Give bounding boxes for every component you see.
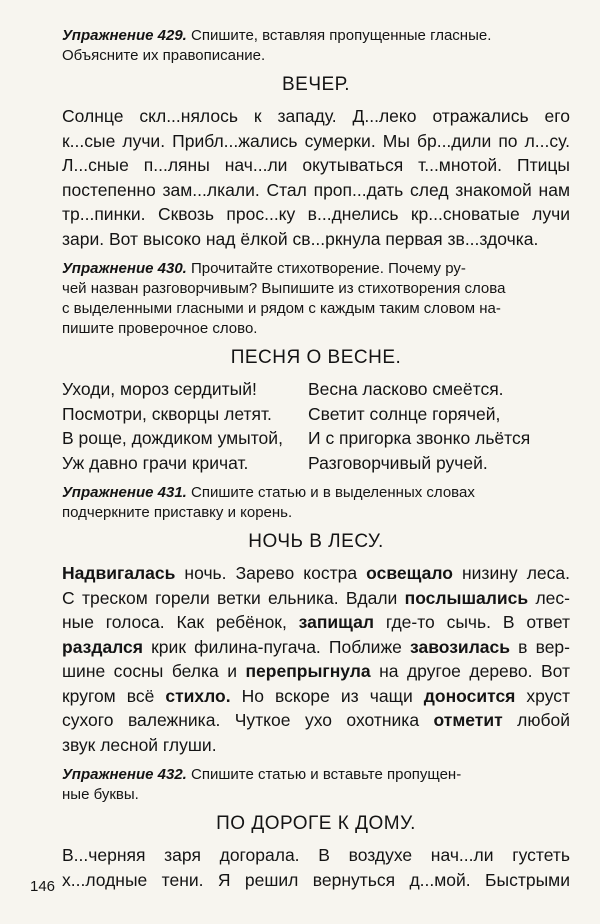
highlighted-word: доносится xyxy=(423,685,516,706)
exercise-text: Спишите, вставляя пропущенные гласные. Объясните их правописание. xyxy=(62,27,492,64)
exercise-label: Упражнение 429. xyxy=(62,27,187,44)
exercise-label: Упражнение 430. xyxy=(62,260,187,277)
text-line: постепенно зам...лкали. Стал проп...дать след знакомой нам xyxy=(62,179,570,200)
poem-line: Светит солнце горячей, xyxy=(308,403,501,424)
vecher-title: ВЕЧЕР. xyxy=(281,74,351,95)
poem-line: Посмотри, скворцы летят. xyxy=(62,403,272,424)
text-line: Л...сные п...ляны нач...ли окутываться т...мнотой. Птицы xyxy=(62,155,570,175)
noch-text xyxy=(62,561,570,757)
poem-line: Разговорчивый ручей. xyxy=(308,452,488,473)
text-line: к...сые лучи. Прибл...жались сумерки. Мы бр...дили по л...су. xyxy=(62,130,570,151)
poem-title: ПЕСНЯ О ВЕСНЕ. xyxy=(230,347,402,368)
text-line: шине сосны белка и перепрыгнула на другое дерево. Вот xyxy=(62,661,570,681)
text-line: кругом всё стихло. Но вскоре из чащи доносится хруст xyxy=(62,685,570,706)
poem-column-right xyxy=(308,377,570,475)
exercise-text: Спишите статью и вставьте пропущен- ные буквы. xyxy=(62,766,462,803)
highlighted-word: Надвигалась xyxy=(62,563,176,583)
exercise-text: Прочитайте стихотворение. Почему ру- чей назван разговорчивым? Выпишите из стихотворения слова с выделенными гласными и рядом с каждым таким словом на- пишите проверочное слово. xyxy=(62,260,506,337)
highlighted-word: раздался xyxy=(62,636,144,657)
exercise-text: Спишите статью и в выделенных словах подчеркните приставку и корень. xyxy=(62,484,475,521)
exercise-label: Упражнение 431. xyxy=(62,484,187,501)
doroga-text xyxy=(62,843,570,892)
text-line: зари. Вот высоко над ёлкой св...ркнула первая зв...здочка. xyxy=(62,228,539,249)
highlighted-word: послышались xyxy=(404,587,529,608)
text-line: тр...пинки. Сквозь прос...ку в...днелись кр...сноватые лучи xyxy=(62,204,570,224)
poem-column-left xyxy=(62,377,308,475)
text-line: Солнце скл...нялось к западу. Д...леко отражались его xyxy=(62,106,570,126)
exercise-429 xyxy=(62,26,570,66)
highlighted-word: перепрыгнула xyxy=(245,661,371,681)
highlighted-word: запищал xyxy=(298,612,375,632)
exercise-431 xyxy=(62,483,570,523)
highlighted-word: завозилась xyxy=(410,636,511,657)
text-line: С треском горели ветки ельника. Вдали послышались лес- xyxy=(62,587,570,608)
poem-line: В роще, дождиком умытой, xyxy=(62,428,283,448)
noch-title: НОЧЬ В ЛЕСУ. xyxy=(248,531,384,552)
highlighted-word: освещало xyxy=(366,563,453,583)
highlighted-word: отметит xyxy=(433,710,503,730)
text-line: звук лесной глуши. xyxy=(62,734,217,755)
poem-line: Уходи, мороз сердитый! xyxy=(62,379,257,399)
text-line: раздался крик филина-пугача. Поближе завозилась в вер- xyxy=(62,636,570,657)
poem-line: Весна ласково смеётся. xyxy=(308,379,504,399)
doroga-title: ПО ДОРОГЕ К ДОМУ. xyxy=(216,813,416,834)
text-line: Надвигалась ночь. Зарево костра освещало низину леса. xyxy=(62,563,570,583)
poem-line: Уж давно грачи кричат. xyxy=(62,452,249,473)
highlighted-word: стихло. xyxy=(165,685,231,706)
page-number: 146 xyxy=(30,878,56,895)
exercise-430 xyxy=(62,259,570,339)
exercise-label: Упражнение 432. xyxy=(62,766,187,783)
poem xyxy=(62,377,570,475)
text-line: В...черняя заря догорала. В воздухе нач...ли густеть xyxy=(62,845,570,865)
vecher-text xyxy=(62,104,570,251)
text-line: ные голоса. Как ребёнок, запищал где-то сычь. В ответ xyxy=(62,612,570,632)
text-line: х...лодные тени. Я решил вернуться д...мой. Быстрыми xyxy=(62,869,570,890)
poem-line: И с пригорка звонко льётся xyxy=(308,428,531,448)
exercise-432 xyxy=(62,765,570,805)
text-line: сухого валежника. Чуткое ухо охотника отметит любой xyxy=(62,710,570,730)
